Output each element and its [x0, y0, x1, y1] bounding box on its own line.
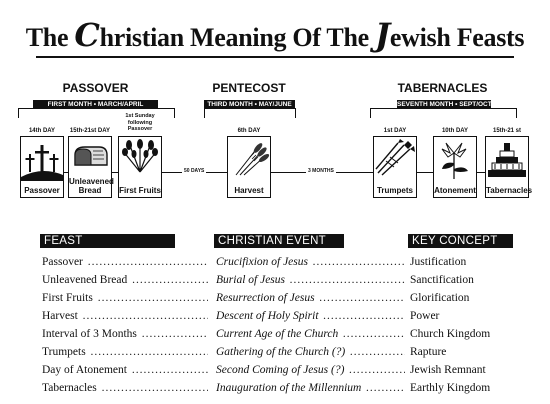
- feast-label-first-fruits: First Fruits: [119, 186, 161, 195]
- day-label-trumpets: 1st DAY: [383, 128, 407, 134]
- table-row: [0, 308, 550, 326]
- table-row: [0, 290, 550, 308]
- concept-cell: Justification: [410, 256, 467, 268]
- concept-cell: Church Kingdom: [410, 328, 491, 340]
- temple-icon: [486, 139, 528, 179]
- feast-cell: Tabernacles .....: [42, 380, 208, 396]
- event-cell: Resurrection of Jesus .....: [216, 290, 405, 306]
- feast-box-trumpets: [373, 136, 417, 198]
- feast-cell: Harvest .....: [42, 308, 208, 324]
- feast-cell: Day of Atonement .....: [42, 362, 208, 378]
- feast-box-unleavened-bread: [68, 136, 112, 198]
- group-title-passover: PASSOVER: [62, 81, 129, 95]
- title-underline: [36, 56, 514, 58]
- month-bar-tabernacles: SEVENTH MONTH • SEPT/OCT: [397, 101, 492, 108]
- day-label-tabernacles: 15th-21 st: [492, 128, 521, 134]
- gap-label-3-months: 3 MONTHS: [308, 168, 334, 174]
- gap-label-50-days: 50 DAYS: [184, 168, 205, 174]
- feast-box-harvest: [227, 136, 271, 198]
- group-title-tabernacles: TABERNACLES: [397, 81, 488, 95]
- feast-cell: Interval of 3 Months .....: [42, 326, 208, 342]
- table-row: [0, 362, 550, 380]
- trumpets-icon: [374, 139, 416, 177]
- feast-label-atonement: Atonement: [434, 186, 476, 195]
- day-label-passover: 14th DAY: [28, 128, 56, 134]
- table-row: [0, 272, 550, 290]
- day-label-harvest: 6th DAY: [237, 128, 261, 134]
- event-cell: Inauguration of the Millennium .....: [216, 380, 405, 396]
- concept-cell: Jewish Remnant: [410, 364, 486, 376]
- concept-cell: Glorification: [410, 292, 470, 304]
- bread-icon: [69, 139, 111, 177]
- event-cell: Crucifixion of Jesus .....: [216, 254, 405, 270]
- group-bracket-tabernacles: [370, 108, 517, 118]
- group-title-pentecost: PENTECOST: [212, 81, 286, 95]
- group-bracket-pentecost: [204, 108, 296, 118]
- feast-cell: Unleavened Bread .....: [42, 272, 208, 288]
- feast-box-atonement: [433, 136, 477, 198]
- table-row: [0, 254, 550, 272]
- feast-label-harvest: Harvest: [234, 186, 264, 195]
- table-row: [0, 380, 550, 398]
- table-row: [0, 326, 550, 344]
- event-cell: Current Age of the Church .....: [216, 326, 405, 342]
- feast-box-passover: [20, 136, 64, 198]
- event-cell: Burial of Jesus .....: [216, 272, 405, 288]
- feast-cell: Trumpets .....: [42, 344, 208, 360]
- table-row: [0, 344, 550, 362]
- lily-icon: [434, 139, 476, 179]
- header-feast: FEAST: [40, 234, 175, 248]
- event-cell: Descent of Holy Spirit .....: [216, 308, 405, 324]
- page-title: The Christian Meaning Of The Jewish Feasts: [25, 16, 525, 54]
- feast-label-unleavened-bread: Unleavened Bread: [69, 177, 114, 195]
- header-christian-event: CHRISTIAN EVENT: [214, 234, 344, 248]
- feast-cell: First Fruits .....: [42, 290, 208, 306]
- header-key-concept: KEY CONCEPT: [408, 234, 513, 248]
- concept-cell: Power: [410, 310, 440, 322]
- crosses-icon: [21, 139, 63, 181]
- month-bar-passover: FIRST MONTH • MARCH/APRIL: [33, 100, 158, 109]
- feast-box-first-fruits: [118, 136, 162, 198]
- concept-cell: Sanctification: [410, 274, 474, 286]
- wheat-icon: [228, 139, 270, 181]
- concept-cell: Earthly Kingdom: [410, 382, 491, 394]
- feast-cell: Passover .....: [42, 254, 208, 270]
- day-label-first-fruits: 1st Sunday following Passover: [125, 113, 155, 132]
- concept-cell: Rapture: [410, 346, 447, 358]
- day-label-unleavened-bread: 15th-21st DAY: [69, 128, 111, 134]
- feast-label-tabernacles: Tabernacles: [486, 186, 533, 195]
- feast-label-passover: Passover: [24, 186, 60, 195]
- grain-sheaf-icon: [119, 139, 161, 173]
- feast-label-trumpets: Trumpets: [376, 186, 413, 195]
- event-cell: Second Coming of Jesus (?) .....: [216, 362, 405, 378]
- day-label-atonement: 10th DAY: [441, 128, 469, 134]
- feast-box-tabernacles: [485, 136, 533, 198]
- event-cell: Gathering of the Church (?) .....: [216, 344, 405, 360]
- month-bar-pentecost: THIRD MONTH • MAY/JUNE: [204, 100, 295, 109]
